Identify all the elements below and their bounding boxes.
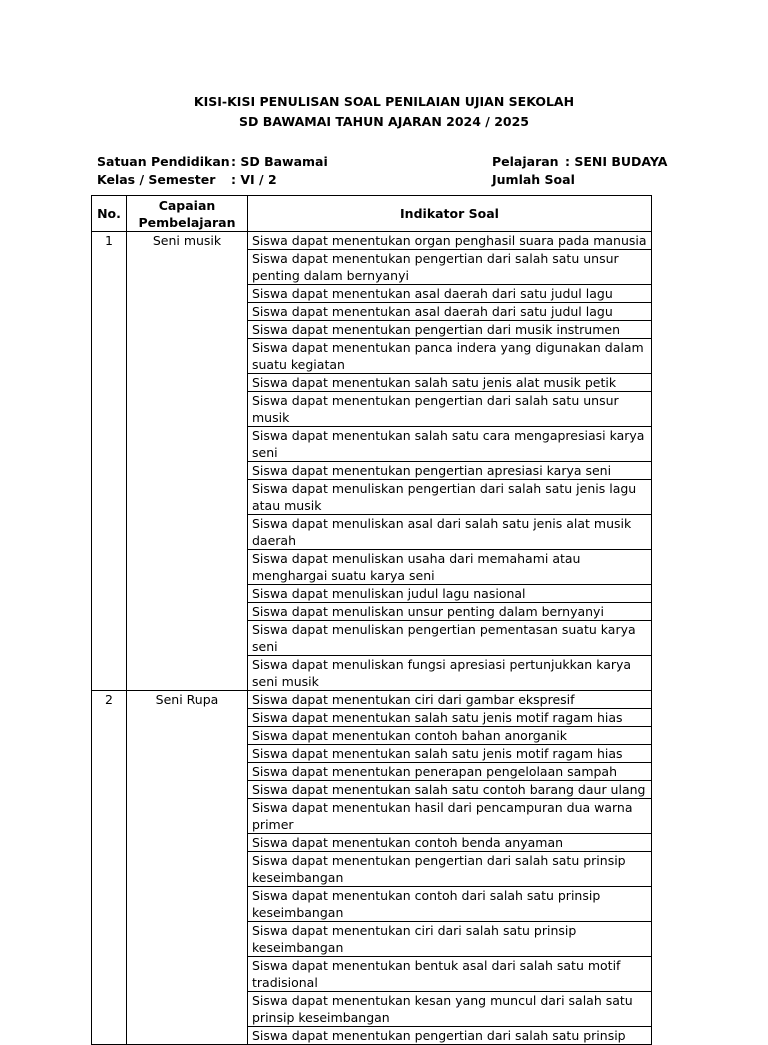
indikator-cell: Siswa dapat menuliskan judul lagu nasional	[248, 585, 652, 603]
capaian-cell	[127, 887, 248, 922]
table-row	[92, 799, 652, 834]
table-row	[92, 781, 652, 799]
indikator-cell: Siswa dapat menentukan salah satu jenis motif ragam hias	[248, 709, 652, 727]
row-number-cell	[92, 427, 127, 462]
table-row	[92, 709, 652, 727]
capaian-cell	[127, 922, 248, 957]
indikator-cell: Siswa dapat menentukan pengertian apresiasi karya seni	[248, 462, 652, 480]
table-row	[92, 922, 652, 957]
kelas-value: : VI / 2	[231, 172, 277, 187]
capaian-cell	[127, 852, 248, 887]
row-number-cell	[92, 922, 127, 957]
indikator-cell: Siswa dapat menentukan pengertian dari musik instrumen	[248, 321, 652, 339]
capaian-cell	[127, 303, 248, 321]
capaian-cell: Seni musik	[127, 232, 248, 250]
indikator-cell: Siswa dapat menentukan pengertian dari salah satu unsur penting dalam bernyanyi	[248, 250, 652, 285]
table-row	[92, 550, 652, 585]
document-subtitle: SD BAWAMAI TAHUN AJARAN 2024 / 2025	[238, 114, 529, 129]
table-row	[92, 303, 652, 321]
indikator-cell: Siswa dapat menentukan salah satu contoh barang daur ulang	[248, 781, 652, 799]
capaian-cell	[127, 321, 248, 339]
table-row	[92, 763, 652, 781]
capaian-cell	[127, 992, 248, 1027]
capaian-cell	[127, 585, 248, 603]
table-row	[92, 585, 652, 603]
row-number-cell	[92, 321, 127, 339]
capaian-cell	[127, 727, 248, 745]
row-number-cell	[92, 339, 127, 374]
indikator-cell: Siswa dapat menentukan kesan yang muncul dari salah satu prinsip keseimbangan	[248, 992, 652, 1027]
table-row	[92, 321, 652, 339]
indikator-cell: Siswa dapat menentukan salah satu jenis alat musik petik	[248, 374, 652, 392]
row-number-cell	[92, 745, 127, 763]
kisi-kisi-table	[91, 195, 652, 1045]
row-number-cell	[92, 462, 127, 480]
capaian-cell	[127, 709, 248, 727]
table-row	[92, 1027, 652, 1045]
row-number-cell	[92, 781, 127, 799]
table-row	[92, 745, 652, 763]
table-row	[92, 852, 652, 887]
pelajaran-label: Pelajaran	[492, 154, 559, 169]
capaian-cell	[127, 1027, 248, 1045]
indikator-cell: Siswa dapat menentukan asal daerah dari satu judul lagu	[248, 303, 652, 321]
table-row	[92, 887, 652, 922]
row-number-cell	[92, 799, 127, 834]
capaian-cell	[127, 957, 248, 992]
document-title: KISI-KISI PENULISAN SOAL PENILAIAN UJIAN SEKOLAH	[193, 94, 575, 109]
table-row	[92, 339, 652, 374]
capaian-cell	[127, 392, 248, 427]
capaian-cell	[127, 480, 248, 515]
table-row	[92, 232, 652, 250]
row-number-cell	[92, 834, 127, 852]
row-number-cell	[92, 303, 127, 321]
kelas-label: Kelas / Semester	[97, 172, 216, 187]
capaian-cell	[127, 781, 248, 799]
indikator-cell: Siswa dapat menuliskan unsur penting dalam bernyanyi	[248, 603, 652, 621]
table-row	[92, 427, 652, 462]
capaian-cell	[127, 621, 248, 656]
indikator-cell: Siswa dapat menentukan bentuk asal dari salah satu motif tradisional	[248, 957, 652, 992]
table-row	[92, 727, 652, 745]
capaian-cell	[127, 799, 248, 834]
row-number-cell	[92, 603, 127, 621]
indikator-cell: Siswa dapat menentukan asal daerah dari satu judul lagu	[248, 285, 652, 303]
indikator-cell: Siswa dapat menentukan penerapan pengelolaan sampah	[248, 763, 652, 781]
indikator-cell: Siswa dapat menentukan panca indera yang digunakan dalam suatu kegiatan	[248, 339, 652, 374]
table-header-row	[92, 196, 652, 232]
row-number-cell	[92, 852, 127, 887]
indikator-cell: Siswa dapat menentukan contoh benda anyaman	[248, 834, 652, 852]
row-number-cell	[92, 621, 127, 656]
indikator-cell: Siswa dapat menentukan pengertian dari salah satu unsur musik	[248, 392, 652, 427]
indikator-cell: Siswa dapat menentukan organ penghasil suara pada manusia	[248, 232, 652, 250]
row-number-cell	[92, 957, 127, 992]
header-capaian: Capaian Pembelajaran	[127, 196, 248, 232]
row-number-cell: 2	[92, 691, 127, 709]
capaian-cell	[127, 427, 248, 462]
capaian-cell	[127, 285, 248, 303]
table-row	[92, 480, 652, 515]
capaian-cell	[127, 745, 248, 763]
table-body	[92, 232, 652, 1045]
capaian-cell	[127, 656, 248, 691]
table-row	[92, 834, 652, 852]
capaian-cell	[127, 462, 248, 480]
table-row	[92, 621, 652, 656]
capaian-cell	[127, 763, 248, 781]
indikator-cell: Siswa dapat menentukan salah satu jenis motif ragam hias	[248, 745, 652, 763]
table-row	[92, 285, 652, 303]
row-number-cell	[92, 392, 127, 427]
table-row	[92, 515, 652, 550]
capaian-cell	[127, 603, 248, 621]
row-number-cell	[92, 285, 127, 303]
table-row	[92, 462, 652, 480]
table-row	[92, 691, 652, 709]
header-no: No.	[92, 196, 127, 232]
indikator-cell: Siswa dapat menentukan ciri dari gambar ekspresif	[248, 691, 652, 709]
capaian-cell	[127, 834, 248, 852]
indikator-cell: Siswa dapat menentukan contoh bahan anorganik	[248, 727, 652, 745]
pelajaran-value: : SENI BUDAYA	[565, 154, 668, 169]
table-row	[92, 992, 652, 1027]
row-number-cell	[92, 992, 127, 1027]
capaian-cell	[127, 250, 248, 285]
capaian-cell: Seni Rupa	[127, 691, 248, 709]
indikator-cell: Siswa dapat menuliskan pengertian dari salah satu jenis lagu atau musik	[248, 480, 652, 515]
table-row	[92, 603, 652, 621]
row-number-cell	[92, 480, 127, 515]
capaian-cell	[127, 515, 248, 550]
indikator-cell: Siswa dapat menentukan ciri dari salah satu prinsip keseimbangan	[248, 922, 652, 957]
row-number-cell	[92, 250, 127, 285]
capaian-cell	[127, 550, 248, 585]
indikator-cell: Siswa dapat menuliskan pengertian pementasan suatu karya seni	[248, 621, 652, 656]
satuan-value: : SD Bawamai	[231, 154, 328, 169]
row-number-cell	[92, 887, 127, 922]
indikator-cell: Siswa dapat menentukan hasil dari pencampuran dua warna primer	[248, 799, 652, 834]
header-indikator: Indikator Soal	[248, 196, 652, 232]
capaian-cell	[127, 374, 248, 392]
row-number-cell	[92, 515, 127, 550]
indikator-cell: Siswa dapat menentukan contoh dari salah satu prinsip keseimbangan	[248, 887, 652, 922]
indikator-cell: Siswa dapat menuliskan asal dari salah satu jenis alat musik daerah	[248, 515, 652, 550]
row-number-cell	[92, 585, 127, 603]
row-number-cell	[92, 550, 127, 585]
indikator-cell: Siswa dapat menentukan pengertian dari salah satu prinsip	[248, 1027, 652, 1045]
row-number-cell	[92, 763, 127, 781]
jumlah-soal-label: Jumlah Soal	[492, 172, 575, 187]
indikator-cell: Siswa dapat menuliskan fungsi apresiasi pertunjukkan karya seni musik	[248, 656, 652, 691]
indikator-cell: Siswa dapat menuliskan usaha dari memahami atau menghargai suatu karya seni	[248, 550, 652, 585]
row-number-cell	[92, 1027, 127, 1045]
capaian-cell	[127, 339, 248, 374]
table-row	[92, 957, 652, 992]
indikator-cell: Siswa dapat menentukan pengertian dari salah satu prinsip keseimbangan	[248, 852, 652, 887]
table-row	[92, 392, 652, 427]
row-number-cell	[92, 656, 127, 691]
table-row	[92, 250, 652, 285]
row-number-cell	[92, 374, 127, 392]
satuan-label: Satuan Pendidikan	[97, 154, 230, 169]
row-number-cell	[92, 727, 127, 745]
row-number-cell	[92, 709, 127, 727]
row-number-cell: 1	[92, 232, 127, 250]
table-row	[92, 656, 652, 691]
table-row	[92, 374, 652, 392]
indikator-cell: Siswa dapat menentukan salah satu cara mengapresiasi karya seni	[248, 427, 652, 462]
